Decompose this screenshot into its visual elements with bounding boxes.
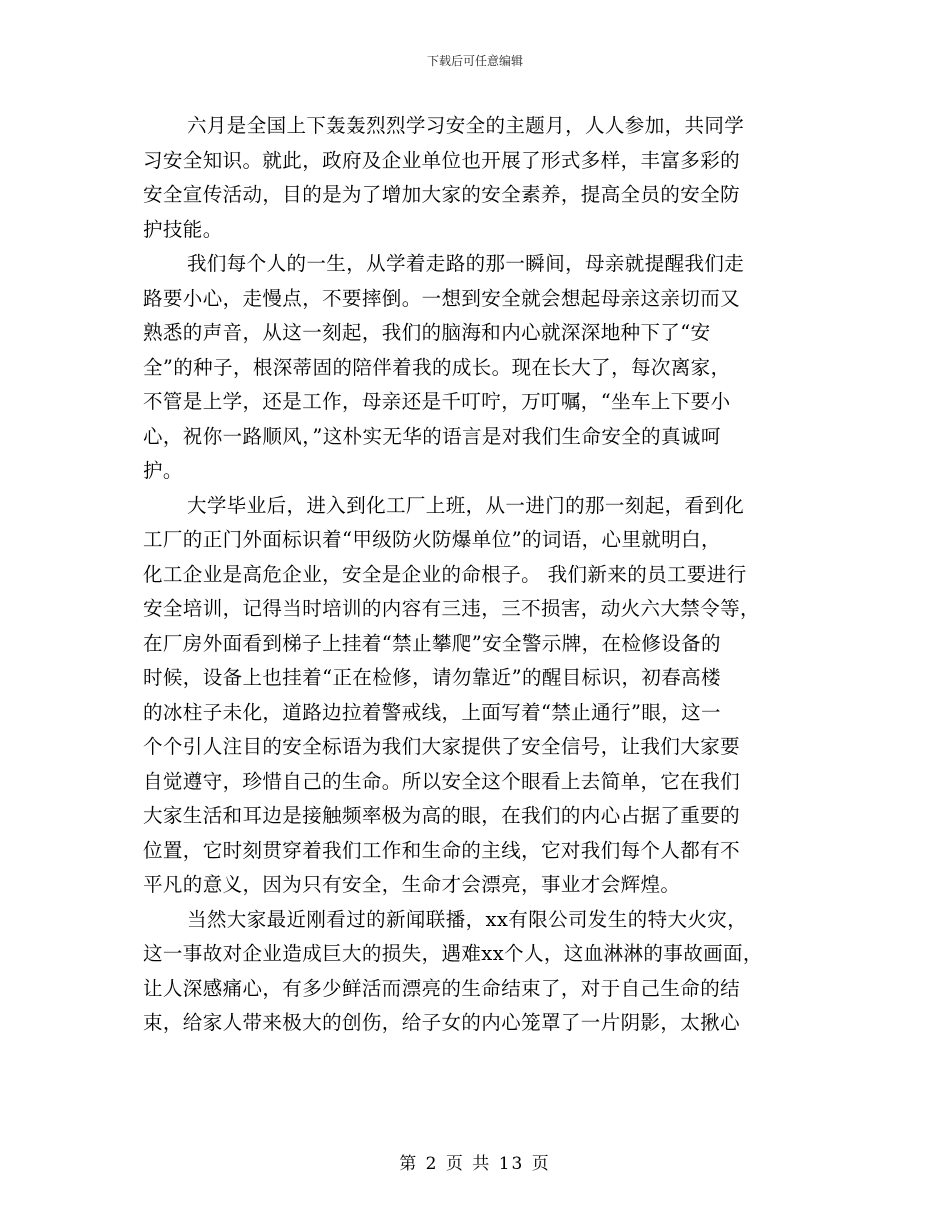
text-line: 时候，设备上也挂着“正在检修，请勿靠近”的醒目标识，初春高楼 [143,666,721,689]
text-line: 自觉遵守，珍惜自己的生命。所以安全这个眼看上去简单，它在我们 [143,769,741,793]
text-line: 路要小心，走慢点，不要摔倒。一想到安全就会想起母亲这亲切而又 [143,286,741,310]
text-line: 我们每个人的一生，从学着走路的那一瞬间，母亲就提醒我们走 [187,252,745,275]
paragraph [143,489,808,903]
text-line: 这一事故对企业造成巨大的损失，遇难xx个人，这血淋淋的事故画面， [143,942,763,965]
text-line: 心，祝你一路顺风，”这朴实无华的语言是对我们生命安全的真诚呵 [143,424,721,448]
text-line: 个个引人注目的安全标语为我们大家提供了安全信号，让我们大家要 [143,735,741,758]
text-line: 护。 [143,459,183,482]
text-line: 在厂房外面看到梯子上挂着“禁止攀爬”安全警示牌，在检修设备的 [143,631,721,655]
text-line: 安全宣传活动，目的是为了增加大家的安全素养，提高全员的安全防 [143,183,741,206]
text-line: 全”的种子，根深蒂固的陪伴着我的成长。现在长大了，每次离家， [143,355,731,379]
page-number-footer: 第 2 页 共 13 页 [399,1154,551,1174]
text-line: 护技能。 [143,217,223,241]
paragraph [143,109,808,247]
text-line: 六月是全国上下轰轰烈烈学习安全的主题月，人人参加，共同学 [187,114,745,137]
text-line: 化工企业是高危企业，安全是企业的命根子。 我们新来的员工要进行 [143,562,747,586]
text-line: 大学毕业后，进入到化工厂上班，从一进门的那一刻起，看到化 [187,493,745,517]
text-line: 让人深感痛心，有多少鲜活而漂亮的生命结束了，对于自己生命的结 [143,976,741,1000]
text-line: 大家生活和耳边是接触频率极为高的眼，在我们的内心占据了重要的 [143,804,741,827]
text-line: 习安全知识。就此，政府及企业单位也开展了形式多样，丰富多彩的 [143,148,741,172]
text-line: 熟悉的声音，从这一刻起，我们的脑海和内心就深深地种下了“安 [143,321,711,344]
text-line: 平凡的意义，因为只有安全，生命才会漂亮，事业才会辉煌。 [143,873,681,896]
text-line: 工厂的正门外面标识着“甲级防火防爆单位”的词语，心里就明白， [143,528,721,551]
page-header-note: 下载后可任意编辑 [426,54,523,68]
text-line: 位置，它时刻贯穿着我们工作和生命的主线，它对我们每个人都有不 [143,838,741,862]
text-line: 安全培训，记得当时培训的内容有三违，三不损害，动火六大禁令等， [143,597,760,620]
text-line: 当然大家最近刚看过的新闻联播，xx有限公司发生的特大火灾， [187,907,748,931]
paragraph [143,247,808,489]
text-line: 束，给家人带来极大的创伤，给子女的内心笼罩了一片阴影，太揪心 [143,1011,741,1034]
text-line: 的冰柱子未化，道路边拉着警戒线，上面写着“禁止通行”眼，这一 [143,700,721,724]
text-line: 不管是上学，还是工作，母亲还是千叮咛，万叮嘱，“坐车上下要小 [143,390,731,413]
document-body [143,109,808,1041]
paragraph [143,903,808,1041]
